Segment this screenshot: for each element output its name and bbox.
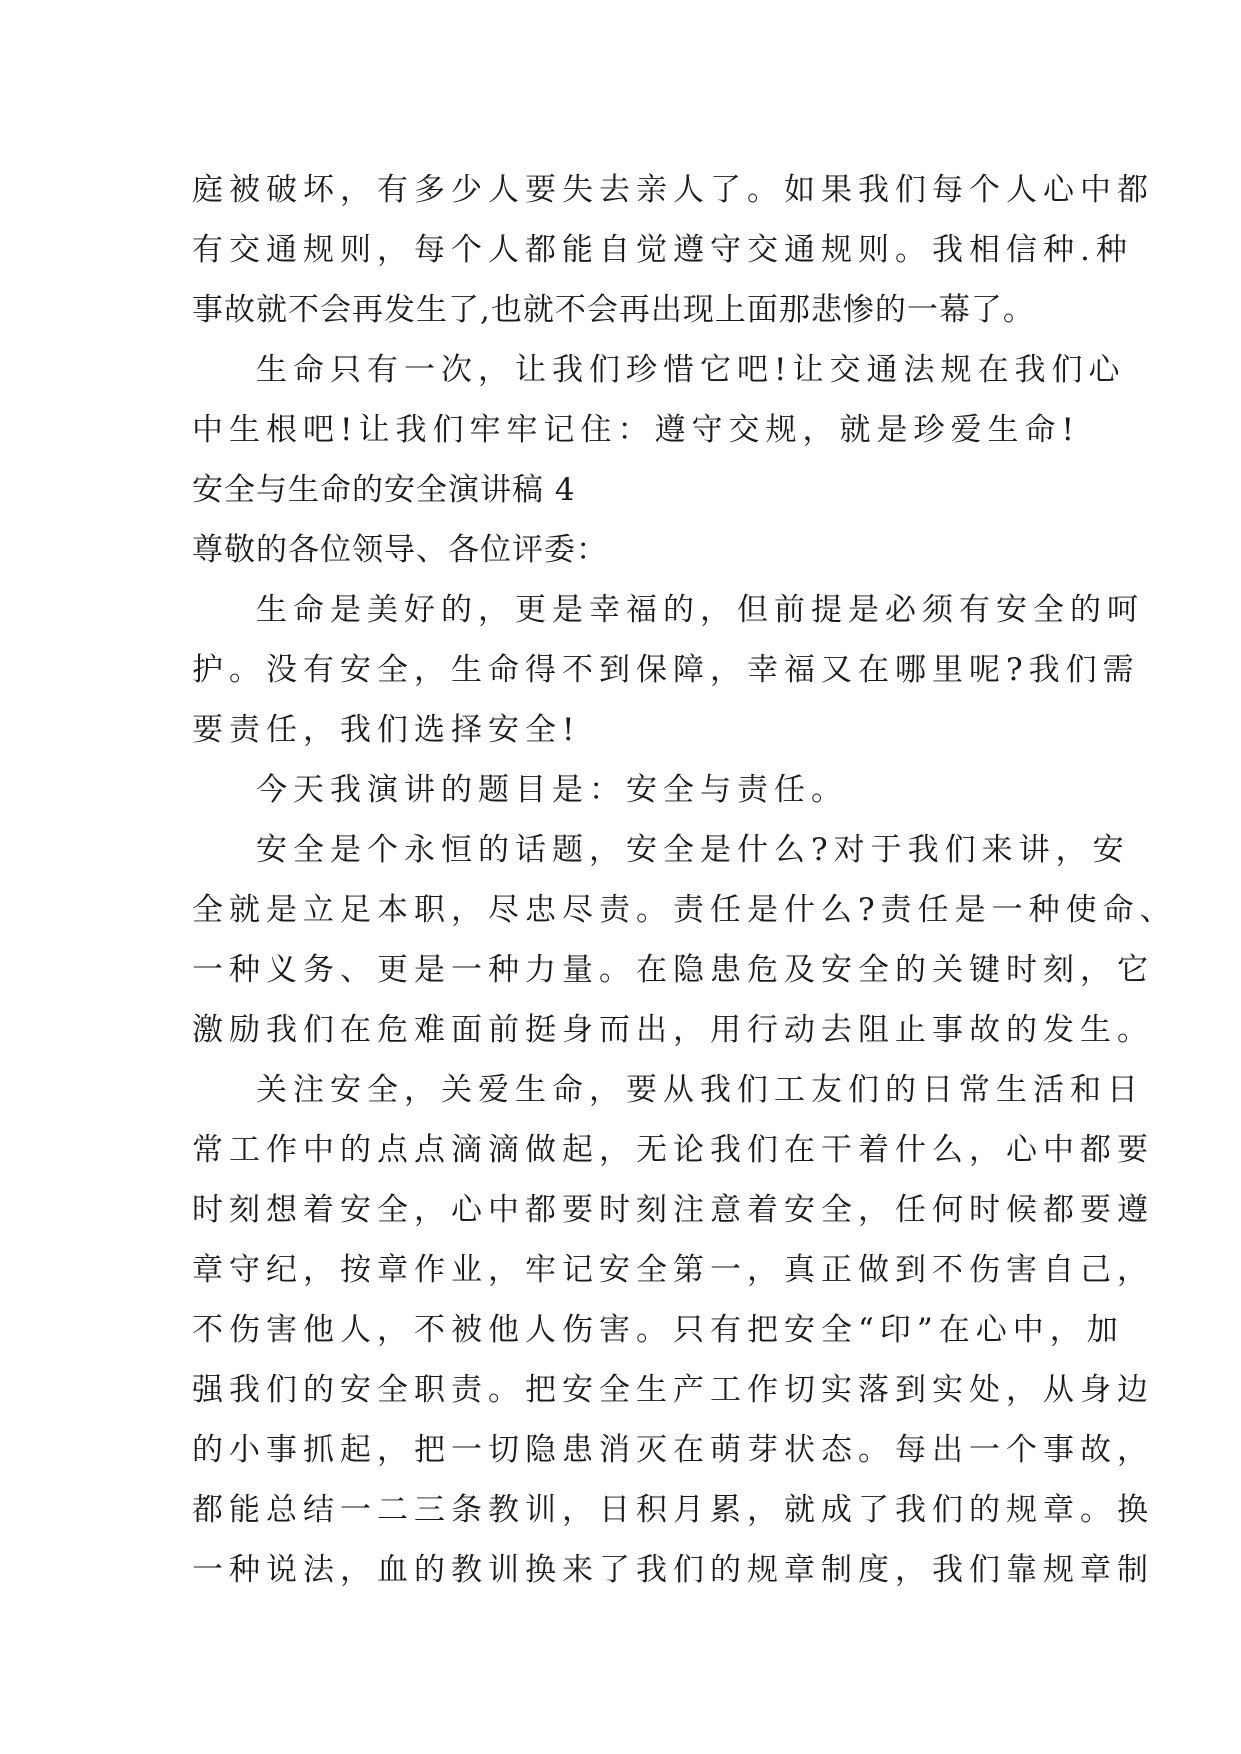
text-line: 的小事抓起，把一切隐患消灭在萌芽状态。每出一个事故， [192, 1432, 1154, 1468]
text-line: 护。没有安全，生命得不到保障，幸福又在哪里呢?我们需 [192, 652, 1140, 688]
text-line: 章守纪，按章作业，牢记安全第一，真正做到不伤害自己， [192, 1252, 1154, 1288]
salutation: 尊敬的各位领导、各位评委： [192, 532, 608, 568]
paragraph-start-line: 关注安全，关爱生命，要从我们工友们的日常生活和日 [256, 1072, 1144, 1108]
text-line: 中生根吧!让我们牢牢记住：遵守交规，就是珍爱生命! [192, 412, 1080, 448]
text-line: 庭被破坏，有多少人要失去亲人了。如果我们每个人心中都 [192, 172, 1154, 208]
paragraph-start-line: 生命是美好的，更是幸福的，但前提是必须有安全的呵 [256, 592, 1144, 628]
paragraph-start-line: 今天我演讲的题目是：安全与责任。 [256, 772, 848, 808]
text-line: 一种义务、更是一种力量。在隐患危及安全的关键时刻，它 [192, 952, 1154, 988]
text-line: 强我们的安全职责。把安全生产工作切实落到实处，从身边 [192, 1372, 1154, 1408]
text-line: 常工作中的点点滴滴做起，无论我们在干着什么，心中都要 [192, 1132, 1154, 1168]
text-line: 一种说法，血的教训换来了我们的规章制度，我们靠规章制 [192, 1552, 1154, 1588]
text-line: 激励我们在危难面前挺身而出，用行动去阻止事故的发生。 [192, 1012, 1154, 1048]
text-line: 事故就不会再发生了,也就不会再出现上面那悲惨的一幕了。 [192, 292, 1035, 328]
text-line: 要责任，我们选择安全! [192, 712, 581, 748]
document-body [192, 160, 1177, 1600]
text-line: 时刻想着安全，心中都要时刻注意着安全，任何时候都要遵 [192, 1192, 1154, 1228]
text-line: 都能总结一二三条教训，日积月累，就成了我们的规章。换 [192, 1492, 1154, 1528]
section-title: 安全与生命的安全演讲稿 4 [192, 472, 576, 508]
paragraph-start-line: 生命只有一次，让我们珍惜它吧!让交通法规在我们心 [256, 352, 1126, 388]
text-line: 全就是立足本职，尽忠尽责。责任是什么?责任是一种使命、 [192, 892, 1177, 928]
text-line: 有交通规则，每个人都能自觉遵守交通规则。我相信种.种 [192, 232, 1133, 268]
paragraph-start-line: 安全是个永恒的话题，安全是什么?对于我们来讲，安 [256, 832, 1130, 868]
text-line: 不伤害他人，不被他人伤害。只有把安全“印”在心中，加 [192, 1312, 1124, 1348]
